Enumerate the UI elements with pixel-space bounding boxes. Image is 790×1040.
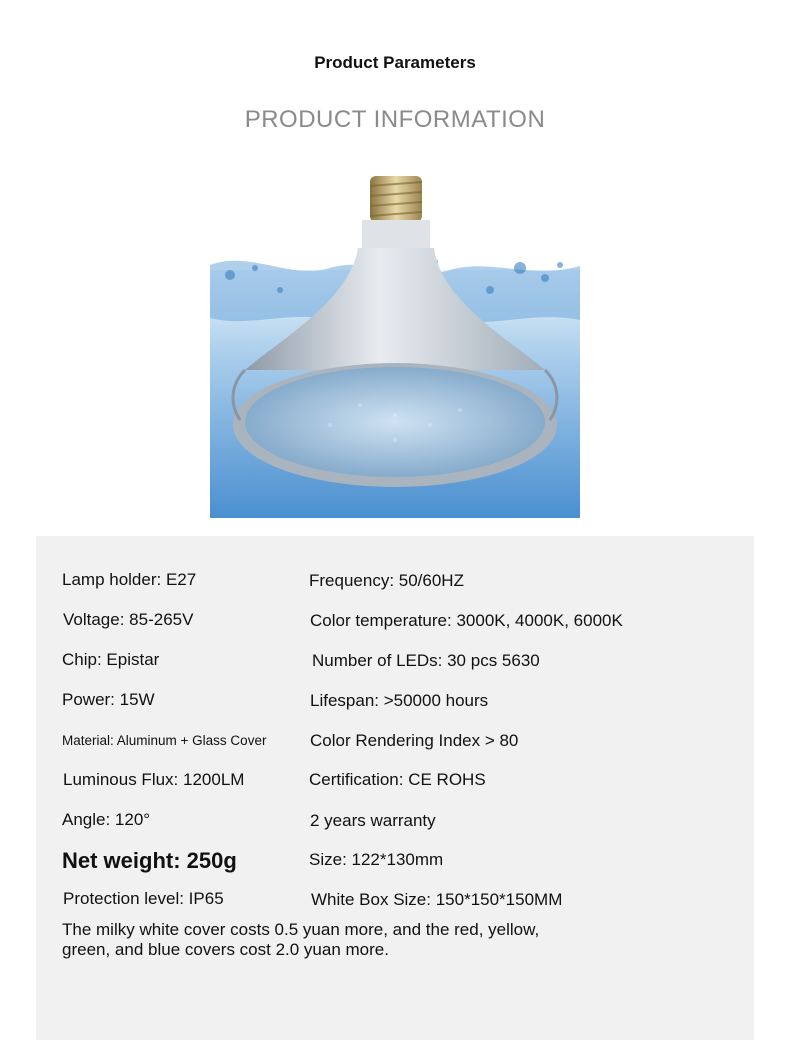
spec-color-temperature: Color temperature: 3000K, 4000K, 6000K <box>310 611 623 630</box>
page-title: Product Parameters <box>314 53 476 72</box>
spec-chip: Chip: Epistar <box>62 650 160 669</box>
spec-power: Power: 15W <box>62 690 155 709</box>
section-subtitle: PRODUCT INFORMATION <box>244 106 546 130</box>
spec-cri: Color Rendering Index > 80 <box>310 731 519 750</box>
spec-net-weight: Net weight: 250g <box>62 848 237 873</box>
cover-price-note: The milky white cover costs 0.5 yuan more, and the red, yellow, green, and blue covers cost 2.0 yuan more. <box>62 920 540 959</box>
spec-certification: Certification: CE ROHS <box>309 770 486 789</box>
spec-white-box-size: White Box Size: 150*150*150MM <box>311 890 563 909</box>
spec-warranty: 2 years warranty <box>310 811 436 830</box>
spec-luminous-flux: Luminous Flux: 1200LM <box>63 770 245 789</box>
spec-protection-level: Protection level: IP65 <box>63 889 224 908</box>
spec-number-of-leds: Number of LEDs: 30 pcs 5630 <box>312 651 540 670</box>
spec-angle: Angle: 120° <box>62 810 151 829</box>
spec-lifespan: Lifespan: >50000 hours <box>310 691 489 710</box>
spec-size: Size: 122*130mm <box>309 850 444 869</box>
spec-frequency: Frequency: 50/60HZ <box>309 571 464 590</box>
spec-lamp-holder: Lamp holder: E27 <box>62 570 197 589</box>
spec-material: Material: Aluminum + Glass Cover <box>62 733 267 748</box>
lamp-in-water-icon <box>210 170 580 518</box>
spec-voltage: Voltage: 85-265V <box>63 610 194 629</box>
